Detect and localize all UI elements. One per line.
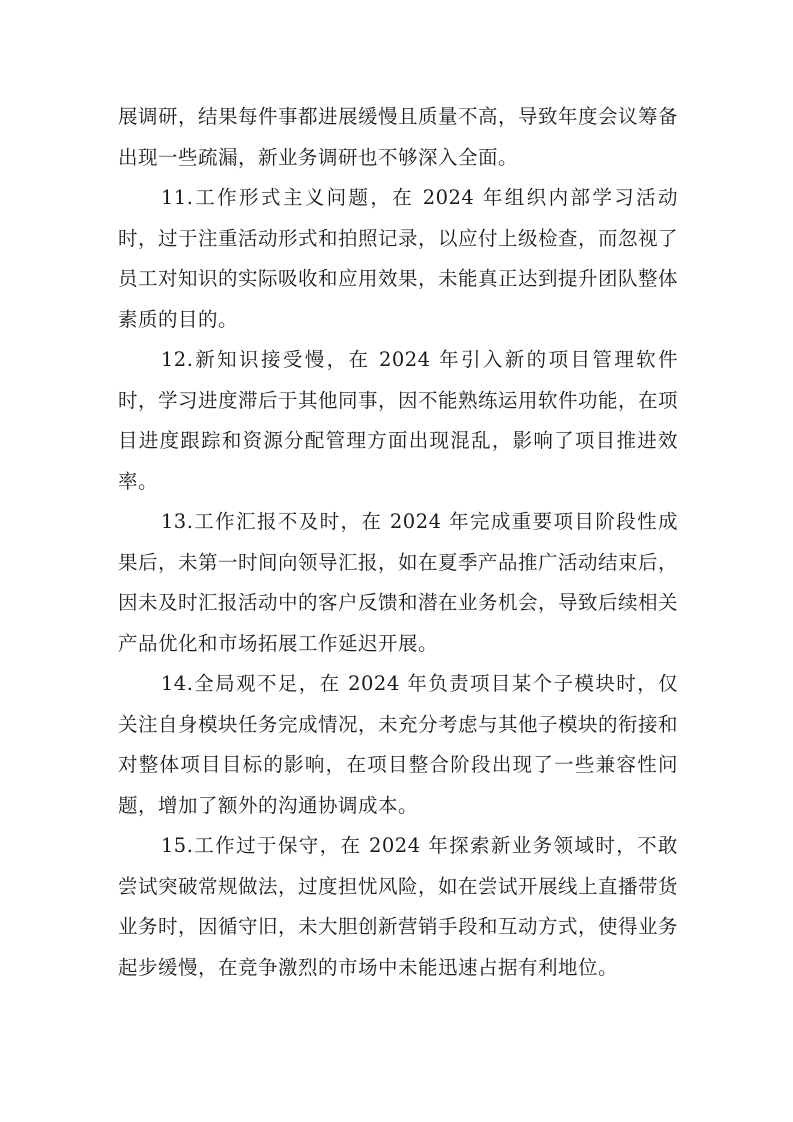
document-body <box>118 97 678 988</box>
paragraph-item-15: 15.工作过于保守，在 2024 年探索新业务领域时，不敢尝试突破常规做法，过度担忧风险，如在尝试开展线上直播带货业务时，因循守旧，未大胆创新营销手段和互动方式，使得业务起步缓慢，在竞争激烈的市场中未能迅速占据有利地位。 <box>118 834 679 979</box>
paragraph-item-13: 13.工作汇报不及时，在 2024 年完成重要项目阶段性成果后，未第一时间向领导汇报，如在夏季产品推广活动结束后，因未及时汇报活动中的客户反馈和潜在业务机会，导致后续相关产品优化和市场拓展工作延迟开展。 <box>118 510 679 655</box>
paragraph-item-14: 14.全局观不足，在 2024 年负责项目某个子模块时，仅关注自身模块任务完成情况，未充分考虑与其他子模块的衔接和对整体项目目标的影响，在项目整合阶段出现了一些兼容性问题，增加了额外的沟通协调成本。 <box>118 672 679 817</box>
paragraph-continued: 展调研，结果每件事都进展缓慢且质量不高，导致年度会议筹备出现一些疏漏，新业务调研也不够深入全面。 <box>118 105 679 169</box>
paragraph-item-11: 11.工作形式主义问题，在 2024 年组织内部学习活动时，过于注重活动形式和拍照记录，以应付上级检查，而忽视了员工对知识的实际吸收和应用效果，未能真正达到提升团队整体素质的目的。 <box>118 186 679 331</box>
paragraph-item-12: 12.新知识接受慢，在 2024 年引入新的项目管理软件时，学习进度滞后于其他同事，因不能熟练运用软件功能，在项目进度跟踪和资源分配管理方面出现混乱，影响了项目推进效率。 <box>118 348 679 493</box>
